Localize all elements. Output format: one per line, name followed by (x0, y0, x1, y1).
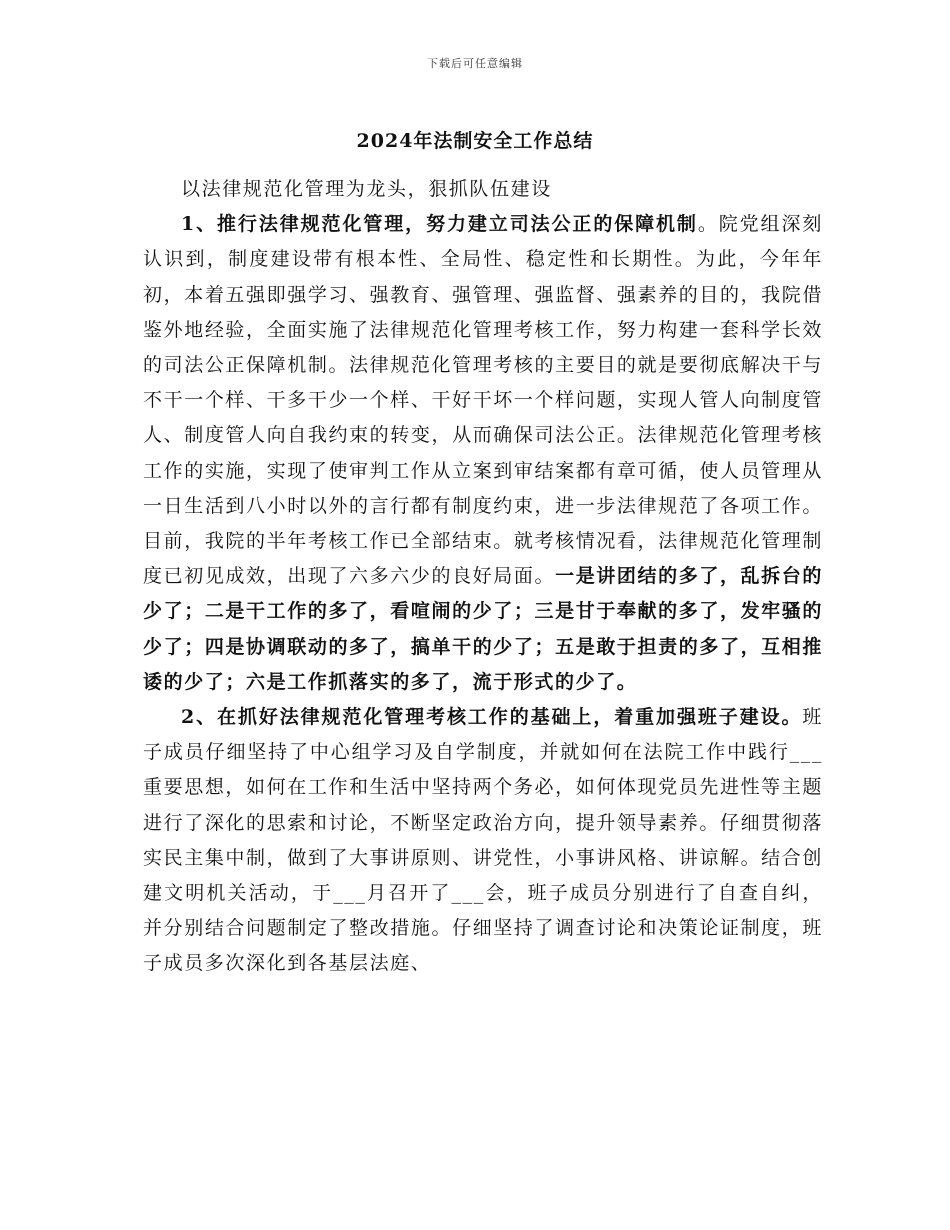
document-body (143, 172, 823, 982)
paragraph-1-lead: 1、推行法律规范化管理，努力建立司法公正的保障机制 (181, 213, 698, 236)
paragraph-1-body: 院党组深刻认识到，制度建设带有根本性、全局性、稳定性和长期性。为此，今年年初，本着五强即强学习、强教育、强管理、强监督、强素养的目的，我院借鉴外地经验，全面实施了法律规范化管理考核工作，努力构建一套科学长效的司法公正保障机制。法律规范化管理考核的主要目的就是要彻底解决干与不干一个样、干多干少一个样、干好干坏一个样问题，实现人管人向制度管人、制度管人向自我约束的转变，从而确保司法公正。法律规范化管理考核工作的实施，实现了使审判工作从立案到审结案都有章可循，使人员管理从一日生活到八小时以外的言行都有制度约束，进一步法律规范了各项工作。目前，我院的半年考核工作已全部结束。就考核情况看，法律规范化管理制度已初见成效，出现了六多六少的良好局面。 (143, 213, 823, 588)
header-note: 下载后可任意编辑 (427, 57, 523, 70)
paragraph-1-bold-tail: 一是讲团结的多了，乱拆台的少了；二是干工作的多了，看喧闹的少了；三是甘于奉献的多了，发牢骚的少了；四是协调联动的多了，搞单干的少了；五是敢于担责的多了，互相推诿的少了；六是工作抓落实的多了，流于形式的少了。 (143, 565, 823, 693)
paragraph-2 (143, 700, 823, 982)
document-title: 2024年法制安全工作总结 (356, 130, 594, 152)
paragraph-2-lead: 2、在抓好法律规范化管理考核工作的基础上，着重加强班子建设。 (181, 706, 803, 729)
paragraph-1-lead-punct: 。 (697, 213, 719, 236)
paragraph-2-body: 班子成员仔细坚持了中心组学习及自学制度，并就如何在法院工作中践行___重要思想，如何在工作和生活中坚持两个务必，如何体现党员先进性等主题进行了深化的思索和讨论，不断坚定政治方向，提升领导素养。仔细贯彻落实民主集中制，做到了大事讲原则、讲党性，小事讲风格、讲谅解。结合创建文明机关活动，于___月召开了___会，班子成员分别进行了自查自纠，并分别结合问题制定了整改措施。仔细坚持了调查讨论和决策论证制度，班子成员多次深化到各基层法庭、 (143, 706, 823, 975)
section-heading: 以法律规范化管理为龙头，狠抓队伍建设 (181, 178, 552, 200)
paragraph-1 (143, 207, 823, 700)
